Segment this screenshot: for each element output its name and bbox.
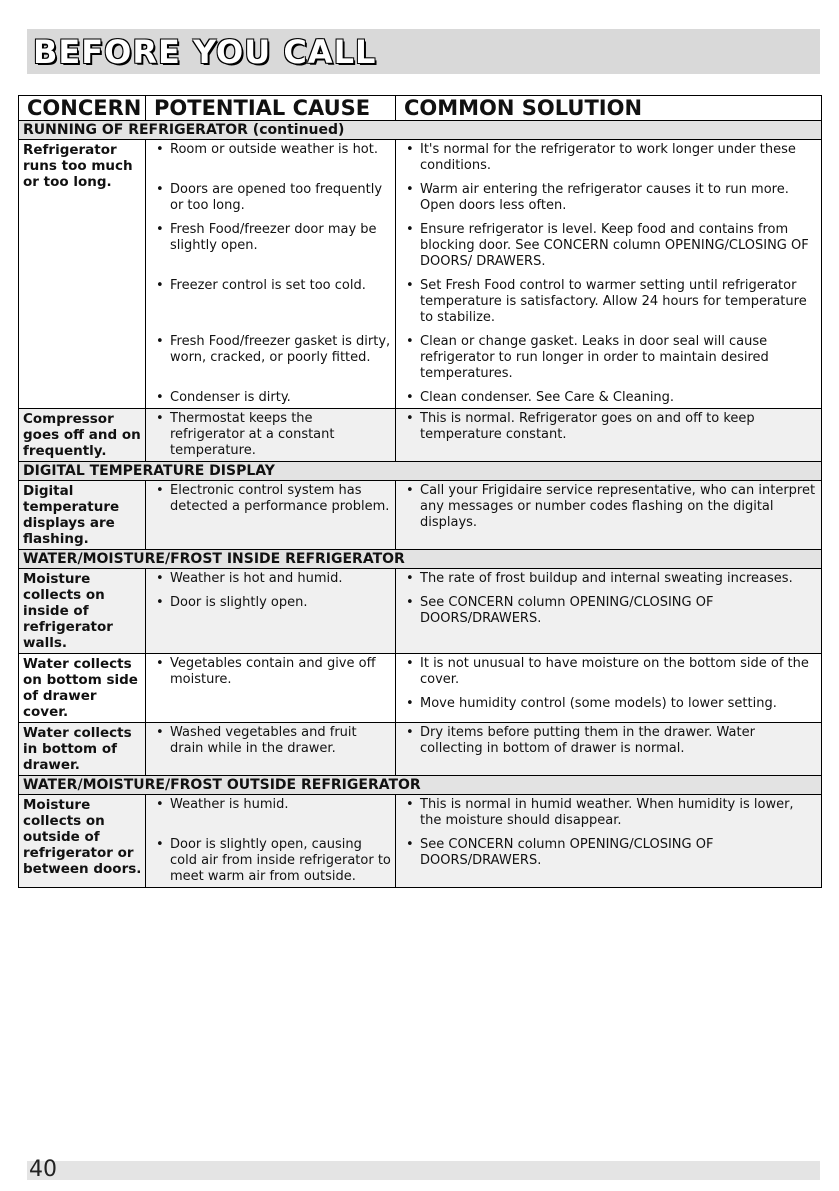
- solution-list: [396, 797, 817, 885]
- cause-list: [146, 797, 391, 885]
- concern-cell: Digital temperature displays are flashing.: [19, 481, 146, 550]
- solution-item: • See CONCERN column OPENING/CLOSING OF DOORS/DRAWERS.: [396, 595, 817, 627]
- title-banner: [27, 29, 820, 74]
- table-row: [19, 569, 822, 654]
- section-row: [19, 462, 822, 481]
- cause-list: [146, 142, 391, 406]
- section-row: [19, 121, 822, 140]
- solution-cell: [396, 654, 822, 723]
- solution-list: [396, 656, 817, 712]
- solution-cell: [396, 723, 822, 776]
- cause-item: • Weather is hot and humid.: [146, 571, 391, 587]
- solution-list: [396, 571, 817, 627]
- solution-item: • Set Fresh Food control to warmer setting until refrigerator temperature is satisfactory. Allow 24 hours for temperature to stabilize.: [396, 278, 817, 326]
- solution-list: [396, 725, 817, 757]
- concern-cell: Moisture collects on outside of refrigerator or between doors.: [19, 795, 146, 888]
- concern-cell: Water collects in bottom of drawer.: [19, 723, 146, 776]
- solution-item: • It is not unusual to have moisture on the bottom side of the cover.: [396, 656, 817, 688]
- cause-item: • Door is slightly open.: [146, 595, 391, 627]
- cause-cell: [146, 409, 396, 462]
- section-title: WATER/MOISTURE/FROST INSIDE REFRIGERATOR: [19, 550, 822, 569]
- cause-item: • Doors are opened too frequently or too long.: [146, 182, 391, 214]
- cause-header: POTENTIAL CAUSE: [146, 96, 396, 121]
- concern-header: CONCERN: [19, 96, 146, 121]
- cause-item: • Condenser is dirty.: [146, 390, 391, 406]
- solution-item: • Clean or change gasket. Leaks in door seal will cause refrigerator to run longer in order to maintain desired temperatures.: [396, 334, 817, 382]
- cause-item: • Freezer control is set too cold.: [146, 278, 391, 326]
- concern-cell: Compressor goes off and on frequently.: [19, 409, 146, 462]
- cause-item: • Fresh Food/freezer gasket is dirty, worn, cracked, or poorly fitted.: [146, 334, 391, 382]
- cause-cell: [146, 795, 396, 888]
- table-header-row: [19, 96, 822, 121]
- cause-item: • Thermostat keeps the refrigerator at a constant temperature.: [146, 411, 391, 459]
- concern-cell: Water collects on bottom side of drawer cover.: [19, 654, 146, 723]
- table-row: [19, 481, 822, 550]
- solution-list: [396, 142, 817, 406]
- solution-cell: [396, 481, 822, 550]
- solution-list: [396, 411, 817, 459]
- solution-cell: [396, 140, 822, 409]
- solution-cell: [396, 569, 822, 654]
- concern-cell: Moisture collects on inside of refrigerator walls.: [19, 569, 146, 654]
- cause-list: [146, 656, 391, 688]
- cause-item: • Electronic control system has detected a performance problem.: [146, 483, 391, 531]
- page-number: 40: [29, 1157, 57, 1182]
- cause-cell: [146, 654, 396, 723]
- concern-cell: Refrigerator runs too much or too long.: [19, 140, 146, 409]
- table-row: [19, 140, 822, 409]
- solution-item: • Ensure refrigerator is level. Keep food and contains from blocking door. See CONCERN column OPENING/CLOSING OF DOORS/ DRAWERS.: [396, 222, 817, 270]
- solution-item: • The rate of frost buildup and internal sweating increases.: [396, 571, 817, 587]
- cause-item: • Door is slightly open, causing cold air from inside refrigerator to meet warm air from outside.: [146, 837, 391, 885]
- table-row: [19, 723, 822, 776]
- section-title: DIGITAL TEMPERATURE DISPLAY: [19, 462, 822, 481]
- cause-list: [146, 571, 391, 627]
- section-title: WATER/MOISTURE/FROST OUTSIDE REFRIGERATOR: [19, 776, 822, 795]
- cause-cell: [146, 723, 396, 776]
- solution-item: • Move humidity control (some models) to lower setting.: [396, 696, 817, 712]
- table-row: [19, 409, 822, 462]
- cause-cell: [146, 569, 396, 654]
- cause-item: • Room or outside weather is hot.: [146, 142, 391, 174]
- cause-list: [146, 411, 391, 459]
- page-footer: [27, 1157, 820, 1182]
- solution-header: COMMON SOLUTION: [396, 96, 822, 121]
- cause-item: • Fresh Food/freezer door may be slightly open.: [146, 222, 391, 270]
- solution-list: [396, 483, 817, 531]
- solution-item: • This is normal. Refrigerator goes on and off to keep temperature constant.: [396, 411, 817, 459]
- section-row: [19, 776, 822, 795]
- cause-item: • Washed vegetables and fruit drain while in the drawer.: [146, 725, 391, 757]
- section-title: RUNNING OF REFRIGERATOR (continued): [19, 121, 822, 140]
- page-title: BEFORE YOU CALL: [33, 33, 377, 71]
- cause-item: • Vegetables contain and give off moisture.: [146, 656, 391, 688]
- solution-item: • Call your Frigidaire service representative, who can interpret any messages or number codes flashing on the digital displays.: [396, 483, 817, 531]
- cause-list: [146, 483, 391, 531]
- solution-cell: [396, 409, 822, 462]
- table-row: [19, 654, 822, 723]
- cause-item: • Weather is humid.: [146, 797, 391, 829]
- solution-item: • Warm air entering the refrigerator causes it to run more. Open doors less often.: [396, 182, 817, 214]
- table-row: [19, 795, 822, 888]
- cause-list: [146, 725, 391, 757]
- solution-item: • This is normal in humid weather. When humidity is lower, the moisture should disappear.: [396, 797, 817, 829]
- cause-cell: [146, 481, 396, 550]
- solution-item: • It's normal for the refrigerator to work longer under these conditions.: [396, 142, 817, 174]
- troubleshooting-table: [18, 95, 822, 888]
- solution-item: • Dry items before putting them in the drawer. Water collecting in bottom of drawer is normal.: [396, 725, 817, 757]
- solution-cell: [396, 795, 822, 888]
- solution-item: • See CONCERN column OPENING/CLOSING OF DOORS/DRAWERS.: [396, 837, 817, 885]
- section-row: [19, 550, 822, 569]
- solution-item: • Clean condenser. See Care & Cleaning.: [396, 390, 817, 406]
- cause-cell: [146, 140, 396, 409]
